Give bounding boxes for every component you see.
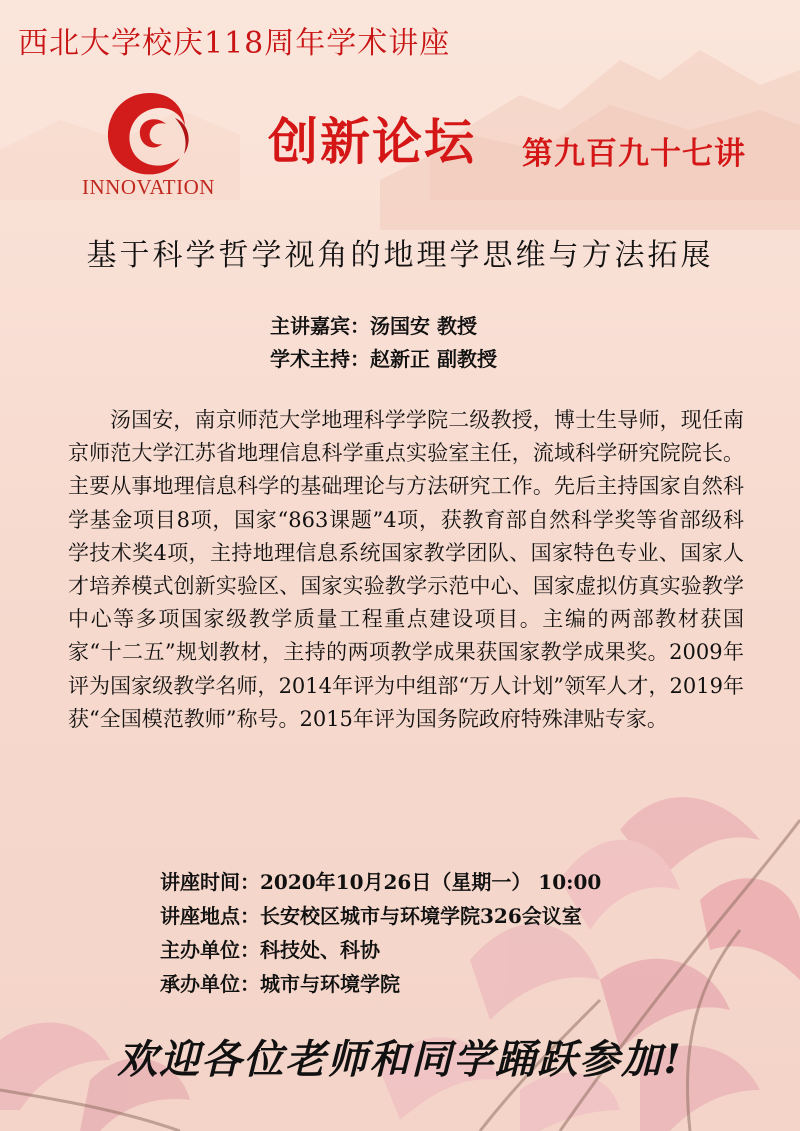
speaker-line: 主讲嘉宾：汤国安 教授 (270, 314, 477, 338)
logo-text: INNOVATION (82, 175, 215, 199)
forum-title: 创新论坛 (268, 112, 476, 171)
organizer: 主办单位：科技处、科协 (160, 938, 380, 962)
welcome-slogan: 欢迎各位老师和同学踊跃参加! (117, 1036, 683, 1083)
co-organizer: 承办单位：城市与环境学院 (160, 972, 400, 996)
lecture-title: 基于科学哲学视角的地理学思维与方法拓展 (86, 238, 714, 273)
speaker-biography: 汤国安，南京师范大学地理科学学院二级教授，博士生导师，现任南京师范大学江苏省地理信息科学重点实验室主任，流域科学研究院院长。主要从事地理信息科学的基础理论与方法研究工作。先后主持国家自然科学基金项目8项，国家“863课题”4项，获教育部自然科学奖等省部级科学技术奖4项，主持地理信息系统国家教学团队、国家特色专业、国家人才培养模式创新实验区、国家实验教学示范中心、国家虚拟仿真实验教学中心等多项国家级教学质量工程重点建设项目。主编的两部教材获国家“十二五”规划教材，主持的两项教学成果获国家教学成果奖。2009年评为国家级教学名师，2014年评为中组部“万人计划”领军人才，2019年获“全国模范教师”称号。2015年评为国务院政府特殊津贴专家。 (68, 408, 744, 731)
lecture-place: 讲座地点：长安校区城市与环境学院326会议室 (160, 904, 582, 928)
event-banner-title: 西北大学校庆118周年学术讲座 (18, 26, 451, 61)
lecture-info (160, 865, 601, 1001)
lecture-time: 讲座时间：2020年10月26日（星期一） 10:00 (160, 870, 602, 894)
speaker-block (270, 310, 497, 376)
host-line: 学术主持：赵新正 副教授 (270, 347, 497, 371)
forum-lecture-number: 第九百九十七讲 (522, 136, 746, 172)
